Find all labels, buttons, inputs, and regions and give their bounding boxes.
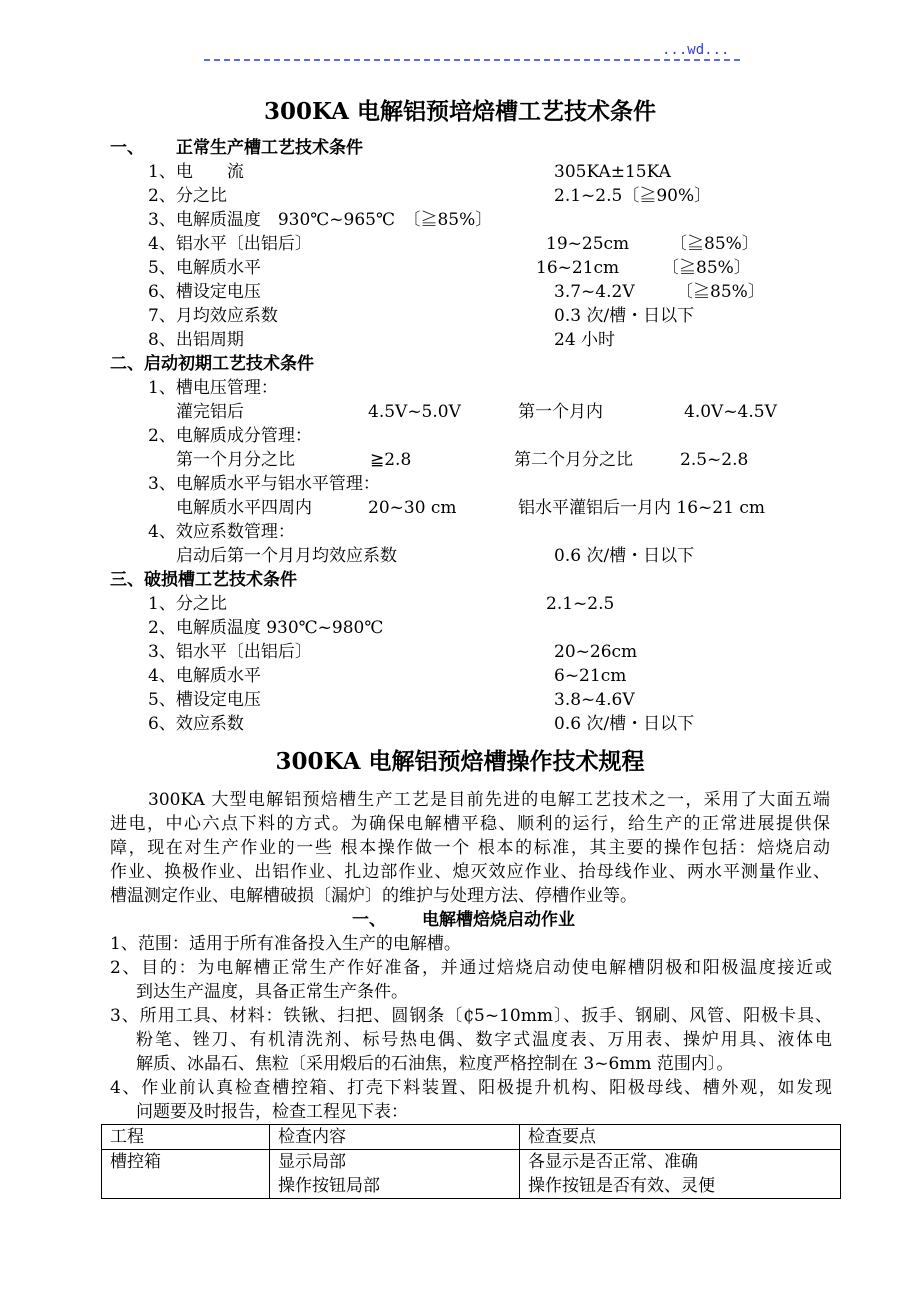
step-line: 问题要及时报告，检查工程见下表： — [136, 1102, 408, 1122]
item-label: 1、分之比 — [148, 594, 227, 614]
item-label: 1、电 流 — [148, 162, 244, 182]
step-line: 到达生产温度，具备正常生产条件。 — [136, 982, 408, 1002]
cell-line: 操作按钮局部 — [278, 1176, 380, 1196]
item-value: ≧2.8 — [370, 450, 412, 470]
item-label: 5、电解质水平 — [148, 258, 261, 278]
item-text: 灌完铝后 — [176, 402, 244, 422]
chapter-number: 一、 — [352, 910, 386, 930]
step-line: 2、目的：为电解槽正常生产作好准备，并通过焙烧启动使电解槽阴极和阳极温度接近或 — [110, 958, 832, 978]
item-text: 第二个月分之比 — [514, 450, 633, 470]
step-line: 4、作业前认真检查槽控箱、打壳下料装置、阳极提升机构、阳极母线、槽外观，如发现 — [110, 1078, 832, 1098]
header-dashed-rule — [204, 59, 740, 61]
table-cell — [520, 1150, 841, 1199]
item-label: 1、槽电压管理： — [148, 378, 278, 398]
table-cell: 槽控箱 — [102, 1150, 270, 1199]
item-value: 0.6 次/槽・日以下 — [554, 546, 695, 566]
intro-line: 槽温测定作业、电解槽破损〔漏炉〕的维护与处理方法、停槽作业等。 — [110, 886, 637, 906]
step-line: 解质、冰晶石、焦粒〔采用煅后的石油焦，粒度严格控制在 3~6mm 范围内〕。 — [136, 1054, 734, 1074]
intro-line: 进电，中心六点下料的方式。为确保电解槽平稳、顺利的运行，给生产的正常进展提供保 — [110, 814, 830, 834]
item-label: 4、电解质水平 — [148, 666, 261, 686]
doc-title: 300KA 电解铝预培焙槽工艺技术条件 — [264, 98, 656, 125]
item-value: 2.5~2.8 — [680, 450, 749, 470]
table-header: 检查要点 — [520, 1125, 841, 1150]
item-label: 4、铝水平〔出铝后〕 — [148, 234, 312, 254]
intro-line: 300KA 大型电解铝预焙槽生产工艺是目前先进的电解工艺技术之一，采用了大面五端 — [148, 790, 830, 810]
item-label: 6、槽设定电压 — [148, 282, 261, 302]
section-title: 二、启动初期工艺技术条件 — [110, 354, 314, 374]
doc-subtitle: 300KA 电解铝预焙槽操作技术规程 — [275, 748, 645, 775]
item-value: 0.6 次/槽・日以下 — [554, 714, 695, 734]
item-label: 4、效应系数管理： — [148, 522, 295, 542]
item-text: 铝水平灌铝后一月内 16~21 cm — [518, 498, 765, 518]
item-label: 2、分之比 — [148, 186, 227, 206]
item-text: 第一个月分之比 — [176, 450, 295, 470]
intro-line: 障，现在对生产作业的一些 根本操作做一个 根本的标准，其主要的操作包括：焙烧启动 — [110, 838, 830, 858]
section-number: 一、 — [110, 138, 144, 158]
table-header: 检查内容 — [270, 1125, 520, 1150]
table-header: 工程 — [102, 1125, 270, 1150]
item-value: 2.1~2.5〔≧90%〕 — [554, 186, 712, 206]
inspection-table — [101, 1124, 841, 1199]
item-label: 2、电解质成分管理： — [148, 426, 312, 446]
item-label: 2、电解质温度 930℃~980℃ — [148, 618, 384, 638]
item-label: 7、月均效应系数 — [148, 306, 278, 326]
step-line: 3、所用工具、材料：铁锹、扫把、圆钢条〔₵5~10mm〕、扳手、钢刷、风管、阳极卡具、 — [110, 1006, 832, 1026]
item-value: 4.0V~4.5V — [684, 402, 777, 422]
section-title: 正常生产槽工艺技术条件 — [176, 138, 363, 158]
table-header-row — [102, 1125, 841, 1150]
item-value: 2.1~2.5 — [546, 594, 615, 614]
cell-line: 各显示是否正常、准确 — [528, 1152, 698, 1172]
step-line: 1、范围：适用于所有准备投入生产的电解槽。 — [110, 934, 461, 954]
item-value: 6~21cm — [554, 666, 627, 686]
item-value: 305KA±15KA — [554, 162, 671, 182]
item-label: 8、出铝周期 — [148, 330, 244, 350]
item-value: 0.3 次/槽・日以下 — [554, 306, 695, 326]
table-cell — [270, 1150, 520, 1199]
item-label: 3、铝水平〔出铝后〕 — [148, 642, 312, 662]
item-text: 电解质水平四周内 — [176, 498, 312, 518]
item-value: 20~26cm — [554, 642, 638, 662]
section-title: 三、破损槽工艺技术条件 — [110, 570, 297, 590]
item-label: 5、槽设定电压 — [148, 690, 261, 710]
item-extra: 〔≧85%〕 — [676, 282, 765, 302]
item-text: 第一个月内 — [518, 402, 603, 422]
item-label: 6、效应系数 — [148, 714, 244, 734]
item-value: 16~21cm — [536, 258, 620, 278]
table-row — [102, 1150, 841, 1199]
intro-line: 作业、换极作业、出铝作业、扎边部作业、熄灭效应作业、抬母线作业、两水平测量作业、 — [110, 862, 830, 882]
header-mark: ...wd... — [662, 42, 730, 58]
item-value: 24 小时 — [554, 330, 616, 350]
chapter-title: 电解槽焙烧启动作业 — [422, 910, 575, 930]
item-extra: 〔≧85%〕 — [670, 234, 759, 254]
item-label: 3、电解质水平与铝水平管理： — [148, 474, 380, 494]
item-value: 19~25cm — [546, 234, 630, 254]
item-label: 3、电解质温度 930℃~965℃ 〔≧85%〕 — [148, 210, 493, 230]
step-line: 粉笔、锉刀、有机清洗剂、标号热电偶、数字式温度表、万用表、操炉用具、液体电 — [136, 1030, 832, 1050]
cell-line: 显示局部 — [278, 1152, 346, 1172]
item-extra: 〔≧85%〕 — [662, 258, 751, 278]
item-value: 4.5V~5.0V — [368, 402, 461, 422]
item-value: 3.8~4.6V — [554, 690, 635, 710]
item-text: 启动后第一个月月均效应系数 — [176, 546, 397, 566]
cell-line: 操作按钮是否有效、灵便 — [528, 1176, 715, 1196]
item-value: 20~30 cm — [368, 498, 457, 518]
item-value: 3.7~4.2V — [554, 282, 635, 302]
